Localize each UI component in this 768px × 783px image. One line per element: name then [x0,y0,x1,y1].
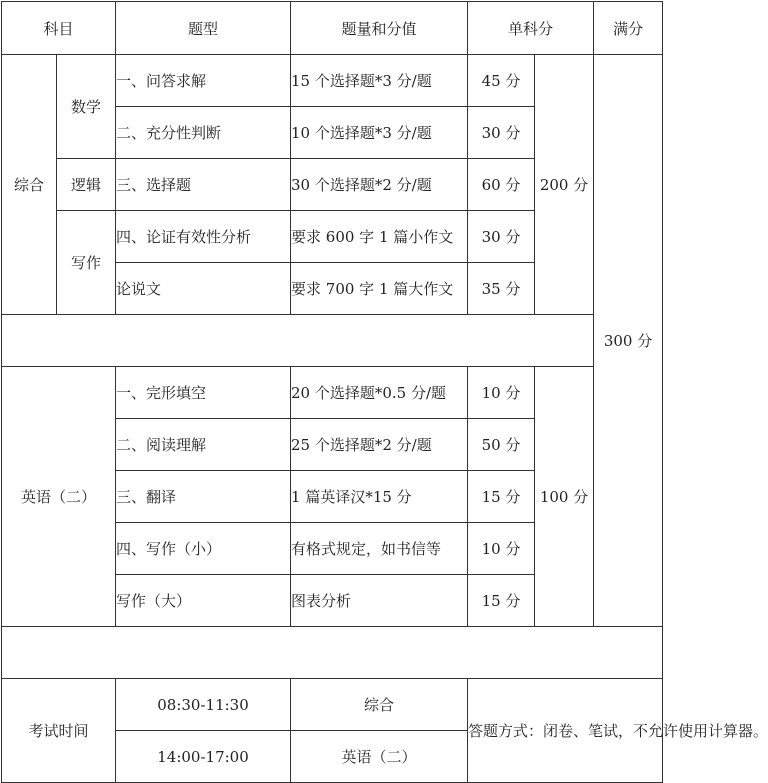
exam-time-subject: 综合 [291,679,468,731]
question-score: 10 分 [468,367,535,419]
question-score: 15 分 [468,575,535,627]
question-desc: 15 个选择题*3 分/题 [291,55,468,107]
question-desc: 10 个选择题*3 分/题 [291,107,468,159]
question-score: 30 分 [468,211,535,263]
question-score: 15 分 [468,471,535,523]
exam-time-label: 考试时间 [2,679,116,783]
answer-method-note: 答题方式：闭卷、笔试，不允许使用计算器。 [468,679,663,783]
spacer-row [2,315,663,367]
question-desc: 1 篇英译汉*15 分 [291,471,468,523]
question-score: 30 分 [468,107,535,159]
question-score: 45 分 [468,55,535,107]
question-desc: 有格式规定，如书信等 [291,523,468,575]
question-score: 60 分 [468,159,535,211]
question-type: 二、充分性判断 [116,107,291,159]
exam-time-slot: 14:00-17:00 [116,731,291,783]
full-score-value: 300 分 [594,55,663,627]
question-type: 二、阅读理解 [116,419,291,471]
sub-subject-logic: 逻辑 [57,159,116,211]
header-subject: 科目 [2,2,116,55]
table-row [2,367,663,419]
header-single-score: 单科分 [468,2,594,55]
question-desc: 30 个选择题*2 分/题 [291,159,468,211]
spacer-cell [2,627,663,679]
header-row [2,2,663,55]
sub-subject-math: 数学 [57,55,116,159]
question-desc: 25 个选择题*2 分/题 [291,419,468,471]
question-desc: 要求 700 字 1 篇大作文 [291,263,468,315]
question-type: 论说文 [116,263,291,315]
question-desc: 图表分析 [291,575,468,627]
schedule-row [2,679,663,731]
header-type: 题型 [116,2,291,55]
question-type: 四、论证有效性分析 [116,211,291,263]
table-row [2,55,663,107]
question-type: 一、问答求解 [116,55,291,107]
sub-subject-writing: 写作 [57,211,116,315]
spacer-row [2,627,663,679]
spacer-cell [2,315,594,367]
question-type: 写作（大） [116,575,291,627]
exam-structure-table [1,1,768,783]
question-score: 35 分 [468,263,535,315]
exam-time-slot: 08:30-11:30 [116,679,291,731]
question-desc: 20 个选择题*0.5 分/题 [291,367,468,419]
subject-comprehensive: 综合 [2,55,57,315]
comprehensive-total: 200 分 [535,55,594,315]
header-full-score: 满分 [594,2,663,55]
question-type: 三、翻译 [116,471,291,523]
subject-english: 英语（二） [2,367,116,627]
exam-time-subject: 英语（二） [291,731,468,783]
question-type: 四、写作（小） [116,523,291,575]
question-type: 三、选择题 [116,159,291,211]
question-desc: 要求 600 字 1 篇小作文 [291,211,468,263]
header-count-score: 题量和分值 [291,2,468,55]
question-score: 50 分 [468,419,535,471]
english-total: 100 分 [535,367,594,627]
question-score: 10 分 [468,523,535,575]
question-type: 一、完形填空 [116,367,291,419]
